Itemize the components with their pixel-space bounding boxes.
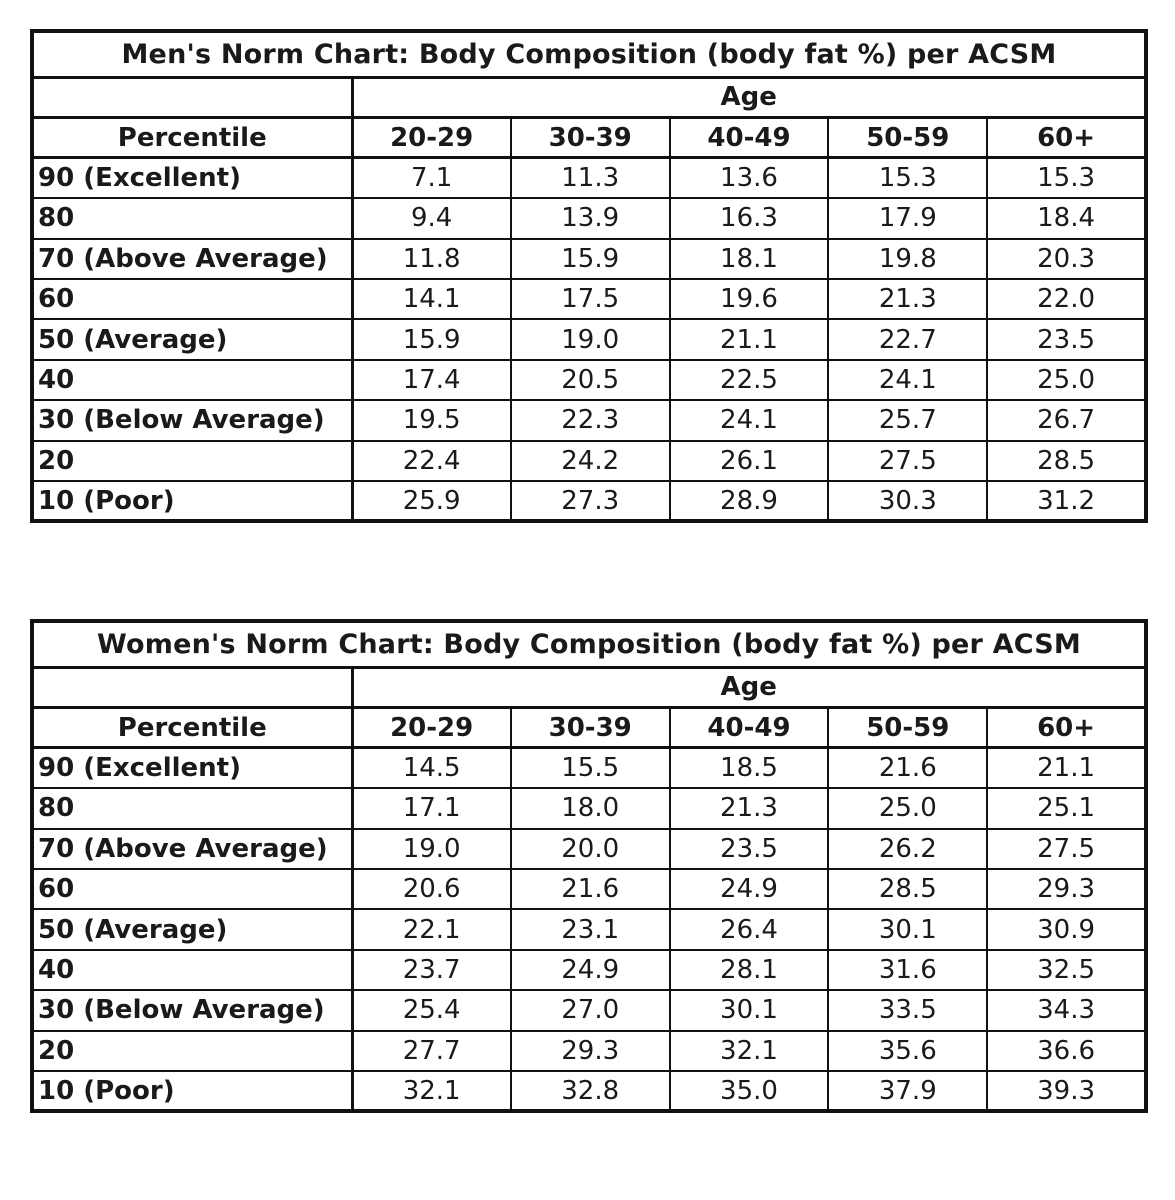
percentile-label: 70 (Above Average)	[32, 239, 352, 279]
body-fat-value: 25.9	[352, 481, 511, 521]
body-fat-value: 31.2	[987, 481, 1146, 521]
body-fat-value: 14.5	[352, 748, 511, 788]
percentile-label: 10 (Poor)	[32, 481, 352, 521]
table-row	[32, 1031, 1146, 1071]
table-row	[32, 829, 1146, 869]
age-group-header: 50-59	[828, 117, 987, 157]
body-fat-value: 24.9	[670, 869, 829, 909]
age-label: Age	[352, 77, 1146, 117]
percentile-header: Percentile	[32, 707, 352, 747]
body-fat-value: 19.5	[352, 400, 511, 440]
body-fat-value: 18.5	[670, 748, 829, 788]
body-fat-value: 7.1	[352, 158, 511, 198]
body-fat-value: 30.1	[670, 990, 829, 1030]
table-row	[32, 239, 1146, 279]
table-row	[32, 279, 1146, 319]
age-group-header: 30-39	[511, 117, 670, 157]
percentile-label: 40	[32, 950, 352, 990]
body-fat-value: 33.5	[828, 990, 987, 1030]
table-row	[32, 441, 1146, 481]
table-row	[32, 990, 1146, 1030]
age-group-header: 40-49	[670, 117, 829, 157]
body-fat-value: 29.3	[511, 1031, 670, 1071]
body-fat-value: 27.5	[987, 829, 1146, 869]
body-fat-value: 24.9	[511, 950, 670, 990]
women-norm-table	[30, 619, 1148, 1113]
body-fat-value: 25.1	[987, 788, 1146, 828]
table-row	[32, 950, 1146, 990]
body-fat-value: 27.0	[511, 990, 670, 1030]
body-fat-value: 21.6	[828, 748, 987, 788]
body-fat-value: 36.6	[987, 1031, 1146, 1071]
percentile-label: 50 (Average)	[32, 319, 352, 359]
percentile-label: 30 (Below Average)	[32, 400, 352, 440]
percentile-label: 80	[32, 788, 352, 828]
body-fat-value: 24.1	[670, 400, 829, 440]
table-row	[32, 481, 1146, 521]
title-row	[32, 621, 1146, 667]
age-group-header: 40-49	[670, 707, 829, 747]
body-fat-value: 26.4	[670, 909, 829, 949]
body-fat-value: 22.7	[828, 319, 987, 359]
body-fat-value: 27.7	[352, 1031, 511, 1071]
body-fat-value: 25.7	[828, 400, 987, 440]
body-fat-value: 20.5	[511, 360, 670, 400]
body-fat-value: 16.3	[670, 198, 829, 238]
body-fat-value: 39.3	[987, 1071, 1146, 1111]
body-fat-value: 30.3	[828, 481, 987, 521]
body-fat-value: 13.9	[511, 198, 670, 238]
table-row	[32, 158, 1146, 198]
table-row	[32, 319, 1146, 359]
body-fat-value: 11.8	[352, 239, 511, 279]
table-row	[32, 360, 1146, 400]
body-fat-value: 19.0	[352, 829, 511, 869]
body-fat-value: 23.5	[987, 319, 1146, 359]
body-fat-value: 21.3	[670, 788, 829, 828]
body-fat-value: 32.1	[352, 1071, 511, 1111]
age-group-header: 20-29	[352, 707, 511, 747]
body-fat-value: 24.2	[511, 441, 670, 481]
body-fat-value: 31.6	[828, 950, 987, 990]
body-fat-value: 21.3	[828, 279, 987, 319]
percentile-label: 80	[32, 198, 352, 238]
body-fat-value: 25.0	[987, 360, 1146, 400]
body-fat-value: 21.6	[511, 869, 670, 909]
body-fat-value: 15.3	[987, 158, 1146, 198]
percentile-label: 90 (Excellent)	[32, 748, 352, 788]
body-fat-value: 20.3	[987, 239, 1146, 279]
body-fat-value: 19.6	[670, 279, 829, 319]
body-fat-value: 21.1	[987, 748, 1146, 788]
body-fat-value: 15.9	[511, 239, 670, 279]
percentile-label: 30 (Below Average)	[32, 990, 352, 1030]
body-fat-value: 22.4	[352, 441, 511, 481]
body-fat-value: 18.1	[670, 239, 829, 279]
age-label-row	[32, 667, 1146, 707]
age-group-header: 50-59	[828, 707, 987, 747]
body-fat-value: 22.5	[670, 360, 829, 400]
body-fat-value: 25.0	[828, 788, 987, 828]
body-fat-value: 18.0	[511, 788, 670, 828]
men-norm-table	[30, 29, 1148, 523]
body-fat-value: 26.7	[987, 400, 1146, 440]
percentile-label: 20	[32, 441, 352, 481]
body-fat-value: 23.7	[352, 950, 511, 990]
body-fat-value: 32.8	[511, 1071, 670, 1111]
body-fat-value: 26.2	[828, 829, 987, 869]
body-fat-value: 20.0	[511, 829, 670, 869]
percentile-label: 70 (Above Average)	[32, 829, 352, 869]
body-fat-value: 23.5	[670, 829, 829, 869]
body-fat-value: 15.3	[828, 158, 987, 198]
percentile-label: 90 (Excellent)	[32, 158, 352, 198]
table-row	[32, 198, 1146, 238]
body-fat-value: 22.3	[511, 400, 670, 440]
table-row	[32, 1071, 1146, 1111]
percentile-label: 50 (Average)	[32, 909, 352, 949]
age-label: Age	[352, 667, 1146, 707]
body-fat-value: 9.4	[352, 198, 511, 238]
blank-cell	[32, 667, 352, 707]
table-row	[32, 748, 1146, 788]
blank-cell	[32, 77, 352, 117]
body-fat-value: 25.4	[352, 990, 511, 1030]
age-group-header: 60+	[987, 707, 1146, 747]
body-fat-value: 23.1	[511, 909, 670, 949]
body-fat-value: 11.3	[511, 158, 670, 198]
table-row	[32, 869, 1146, 909]
age-group-header: 60+	[987, 117, 1146, 157]
percentile-label: 20	[32, 1031, 352, 1071]
body-fat-value: 19.0	[511, 319, 670, 359]
body-fat-value: 30.1	[828, 909, 987, 949]
table-title: Women's Norm Chart: Body Composition (body fat %) per ACSM	[32, 621, 1146, 667]
body-fat-value: 14.1	[352, 279, 511, 319]
body-fat-value: 21.1	[670, 319, 829, 359]
table-row	[32, 788, 1146, 828]
body-fat-value: 17.9	[828, 198, 987, 238]
body-fat-value: 28.1	[670, 950, 829, 990]
title-row	[32, 31, 1146, 77]
body-fat-value: 15.5	[511, 748, 670, 788]
body-fat-value: 15.9	[352, 319, 511, 359]
body-fat-value: 26.1	[670, 441, 829, 481]
body-fat-value: 28.5	[987, 441, 1146, 481]
age-label-row	[32, 77, 1146, 117]
percentile-label: 40	[32, 360, 352, 400]
body-fat-value: 19.8	[828, 239, 987, 279]
table-row	[32, 400, 1146, 440]
body-fat-value: 22.1	[352, 909, 511, 949]
body-fat-value: 34.3	[987, 990, 1146, 1030]
body-fat-value: 30.9	[987, 909, 1146, 949]
body-fat-value: 24.1	[828, 360, 987, 400]
percentile-label: 10 (Poor)	[32, 1071, 352, 1111]
body-fat-value: 27.5	[828, 441, 987, 481]
body-fat-value: 32.1	[670, 1031, 829, 1071]
body-fat-value: 20.6	[352, 869, 511, 909]
body-fat-value: 37.9	[828, 1071, 987, 1111]
body-fat-value: 17.4	[352, 360, 511, 400]
percentile-label: 60	[32, 279, 352, 319]
header-row	[32, 117, 1146, 157]
body-fat-value: 35.6	[828, 1031, 987, 1071]
body-fat-value: 32.5	[987, 950, 1146, 990]
age-group-header: 30-39	[511, 707, 670, 747]
age-group-header: 20-29	[352, 117, 511, 157]
header-row	[32, 707, 1146, 747]
body-fat-value: 17.1	[352, 788, 511, 828]
body-fat-value: 35.0	[670, 1071, 829, 1111]
body-fat-value: 28.9	[670, 481, 829, 521]
body-fat-value: 22.0	[987, 279, 1146, 319]
percentile-header: Percentile	[32, 117, 352, 157]
body-fat-value: 18.4	[987, 198, 1146, 238]
body-fat-value: 29.3	[987, 869, 1146, 909]
table-row	[32, 909, 1146, 949]
percentile-label: 60	[32, 869, 352, 909]
table-title: Men's Norm Chart: Body Composition (body fat %) per ACSM	[32, 31, 1146, 77]
body-fat-value: 27.3	[511, 481, 670, 521]
body-fat-value: 13.6	[670, 158, 829, 198]
body-fat-value: 17.5	[511, 279, 670, 319]
body-fat-value: 28.5	[828, 869, 987, 909]
